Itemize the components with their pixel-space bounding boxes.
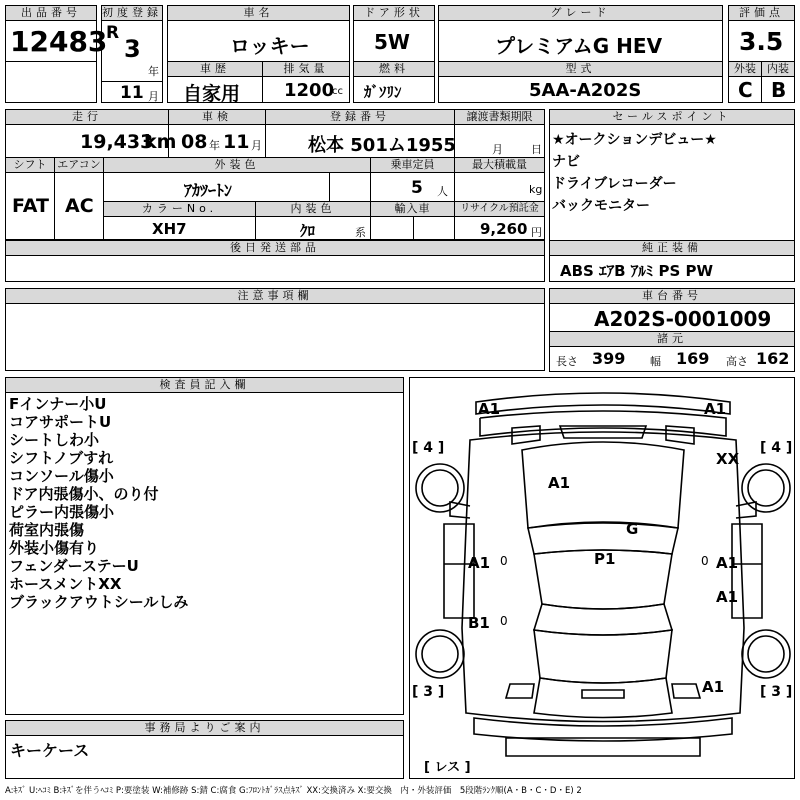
lot-number: 12483 bbox=[10, 25, 108, 58]
inspector-note: ピラー内張傷小 bbox=[9, 503, 115, 521]
front-left-tire: [ 4 ] bbox=[412, 440, 445, 456]
ext-color: ｱｶﾂｰﾄﾝ bbox=[184, 181, 233, 200]
length: 399 bbox=[592, 349, 626, 368]
door-cell bbox=[353, 20, 435, 62]
history: 自家用 bbox=[183, 83, 241, 105]
chassis-label: 車台番号 bbox=[549, 288, 795, 304]
displacement-label: 排気量 bbox=[262, 61, 350, 77]
width-label: 幅 bbox=[650, 355, 661, 368]
recycle: 9,260 bbox=[480, 220, 528, 238]
inspector-note: シートしわ小 bbox=[9, 431, 100, 449]
office-note: キーケース bbox=[10, 741, 90, 760]
grade: プレミアムG HEV bbox=[495, 34, 663, 58]
width: 169 bbox=[676, 349, 710, 368]
equipment-label: 純正装備 bbox=[549, 240, 795, 256]
capacity-unit: 人 bbox=[437, 185, 448, 198]
interior-cell bbox=[761, 76, 795, 103]
shift-label: シフト bbox=[5, 157, 55, 173]
left-rear-door-mark: 0 bbox=[500, 614, 508, 628]
car-outline bbox=[410, 378, 796, 780]
sales-point-item: ★オークションデビュー★ bbox=[552, 132, 717, 148]
car-name: ロッキー bbox=[230, 34, 310, 58]
shift: FAT bbox=[12, 195, 49, 217]
score-label: 評価点 bbox=[728, 5, 795, 21]
recycle-label: リサイクル預託金 bbox=[454, 201, 545, 217]
inspector-note: Fインナー小U bbox=[9, 395, 107, 413]
front-left-damage: A1 bbox=[478, 400, 501, 418]
color-no-cell bbox=[103, 216, 256, 240]
max-load-cell bbox=[454, 172, 545, 202]
inspector-notes bbox=[9, 395, 188, 611]
inspector-note: ブラックアウトシールしみ bbox=[9, 593, 189, 611]
cautions-box bbox=[5, 303, 545, 371]
inspection-cell bbox=[168, 124, 266, 158]
door-type: 5W bbox=[374, 30, 410, 54]
ac: AC bbox=[65, 195, 94, 217]
inspector-note: フェンダーステーU bbox=[9, 557, 139, 575]
inspector-note: 外装小傷有り bbox=[9, 539, 100, 557]
later-parts-label: 後日発送部品 bbox=[5, 240, 545, 256]
dimensions-cell bbox=[549, 346, 795, 372]
color-no-label: カラーNo. bbox=[103, 201, 256, 217]
history-cell bbox=[167, 76, 263, 103]
capacity-label: 乗車定員 bbox=[370, 157, 455, 173]
transfer-cell bbox=[454, 124, 545, 158]
length-label: 長さ bbox=[556, 355, 578, 368]
hood-damage: A1 bbox=[548, 474, 571, 492]
inspection-month: 11 bbox=[223, 131, 250, 153]
sales-point-item: ナビ bbox=[552, 154, 580, 170]
inspector-label: 検査員記入欄 bbox=[5, 377, 404, 393]
car-name-label: 車名 bbox=[167, 5, 350, 21]
right-rear-door-damage: A1 bbox=[716, 588, 739, 606]
transfer-label: 譲渡書類期限 bbox=[454, 109, 545, 125]
cautions-label: 注意事項欄 bbox=[5, 288, 545, 304]
int-color-cell bbox=[255, 216, 371, 240]
office-label: 事務局よりご案内 bbox=[5, 720, 404, 736]
dimensions-label: 諸元 bbox=[549, 331, 795, 347]
model-label: 型式 bbox=[438, 61, 723, 77]
transfer-day: 日 bbox=[531, 143, 542, 156]
interior-label: 内装 bbox=[761, 61, 795, 77]
exterior-cell bbox=[728, 76, 762, 103]
year-unit: 年 bbox=[148, 65, 159, 78]
model-cell bbox=[438, 76, 723, 103]
inspection-month-unit: 月 bbox=[251, 139, 262, 152]
office-box bbox=[5, 735, 404, 779]
displacement-cell bbox=[262, 76, 350, 103]
equipment: ABS ｴｱB ｱﾙﾐ PS PW bbox=[560, 262, 714, 280]
plate-cell bbox=[265, 124, 455, 158]
recycle-unit: 円 bbox=[531, 226, 542, 239]
capacity: 5 bbox=[411, 178, 423, 198]
shift-cell bbox=[5, 172, 55, 240]
inspector-box bbox=[5, 392, 404, 715]
fuel: ｶﾞｿﾘﾝ bbox=[364, 83, 402, 101]
color-no: XH7 bbox=[152, 220, 187, 238]
plate-label: 登録番号 bbox=[265, 109, 455, 125]
height-label: 高さ bbox=[726, 355, 748, 368]
max-load-unit: kg bbox=[529, 183, 543, 196]
registration-month: 11 bbox=[120, 83, 144, 103]
front-right-fender-damage: XX bbox=[716, 450, 740, 468]
displacement-unit: cc bbox=[332, 86, 343, 97]
fuel-label: 燃料 bbox=[353, 61, 435, 77]
later-parts-cell bbox=[5, 255, 545, 282]
sales-point-item: ドライブレコーダー bbox=[552, 176, 677, 192]
inspector-note: 荷室内張傷 bbox=[9, 521, 85, 539]
import-label: 輸入車 bbox=[370, 201, 455, 217]
sales-points-box bbox=[549, 124, 795, 241]
right-front-door-mark: 0 bbox=[701, 554, 709, 568]
int-color-label: 内装色 bbox=[255, 201, 371, 217]
fuel-cell bbox=[353, 76, 435, 103]
grade-cell bbox=[438, 20, 723, 62]
ext-color-extra-cell bbox=[329, 172, 371, 202]
ac-label: エアコン bbox=[54, 157, 104, 173]
mileage-label: 走行 bbox=[5, 109, 169, 125]
interior-grade: B bbox=[771, 78, 787, 102]
first-registration-cell bbox=[101, 20, 163, 82]
model: 5AA-A202S bbox=[529, 80, 642, 101]
era: R bbox=[106, 23, 120, 43]
mileage-cell bbox=[5, 124, 177, 158]
month-unit: 月 bbox=[148, 90, 159, 103]
score-cell bbox=[728, 20, 795, 62]
equipment-cell bbox=[549, 255, 795, 282]
import-cell-a bbox=[370, 216, 414, 240]
mileage-unit: km bbox=[144, 131, 177, 153]
chassis-number: A202S-0001009 bbox=[594, 307, 772, 331]
transfer-month: 月 bbox=[492, 143, 503, 156]
lot-blank-cell bbox=[5, 61, 97, 103]
lot-number-label: 出品番号 bbox=[5, 5, 97, 21]
sales-points-list bbox=[552, 129, 717, 217]
ext-color-label: 外装色 bbox=[103, 157, 371, 173]
exterior-label: 外装 bbox=[728, 61, 762, 77]
history-label: 車歴 bbox=[167, 61, 263, 77]
rear-left-tire: [ 3 ] bbox=[412, 684, 445, 700]
ext-color-cell bbox=[103, 172, 330, 202]
door-label: ドア形状 bbox=[353, 5, 435, 21]
score: 3.5 bbox=[739, 27, 784, 56]
right-front-door-damage: A1 bbox=[716, 554, 739, 572]
inspector-note: ドア内張傷小、のり付 bbox=[9, 485, 159, 503]
inspector-note: ホースメントXX bbox=[9, 575, 122, 593]
inspection-year: 08 bbox=[181, 131, 208, 153]
height: 162 bbox=[756, 349, 790, 368]
left-rear-door-damage: B1 bbox=[468, 614, 490, 632]
registration-year: 3 bbox=[124, 35, 141, 63]
left-front-door-mark: 0 bbox=[500, 554, 508, 568]
capacity-cell bbox=[370, 172, 455, 202]
inspection-year-unit: 年 bbox=[209, 139, 220, 152]
import-cell-b bbox=[413, 216, 455, 240]
exterior-grade: C bbox=[738, 78, 753, 102]
ac-cell bbox=[54, 172, 104, 240]
roof-damage: P1 bbox=[594, 550, 616, 568]
inspection-label: 車検 bbox=[168, 109, 266, 125]
grade-label: グレード bbox=[438, 5, 723, 21]
mileage: 19,433 bbox=[80, 131, 154, 153]
front-right-damage: A1 bbox=[704, 400, 727, 418]
int-color-unit: 系 bbox=[355, 226, 366, 239]
sales-points-label: セールスポイント bbox=[549, 109, 795, 125]
chassis-cell bbox=[549, 303, 795, 332]
damage-diagram bbox=[409, 377, 795, 779]
inspector-note: シフトノブすれ bbox=[9, 449, 114, 467]
rear-right-damage: A1 bbox=[702, 678, 725, 696]
sales-point-item: バックモニター bbox=[552, 198, 650, 214]
legend: A:ｷｽﾞ U:ﾍｺﾐ B:ｷｽﾞを伴うﾍｺﾐ P:要塗装 W:補修跡 S:錆 C:腐食 G:ﾌﾛﾝﾄｶﾞﾗｽ点ｷｽﾞ XX:交換済み X:要交換 内・外装評価 5段階ﾗﾝｸ順(A・B・C・D・E) 2 bbox=[5, 786, 582, 796]
recycle-cell bbox=[454, 216, 545, 240]
front-right-tire: [ 4 ] bbox=[760, 440, 793, 456]
inspector-note: コンソール傷小 bbox=[9, 467, 114, 485]
lot-number-cell bbox=[5, 20, 108, 62]
max-load-label: 最大積載量 bbox=[454, 157, 545, 173]
first-registration-label: 初度登録 bbox=[102, 6, 162, 19]
left-front-door-damage: A1 bbox=[468, 554, 491, 572]
int-color: ｸﾛ bbox=[300, 222, 316, 240]
inspector-note: コアサポートU bbox=[9, 413, 112, 431]
rear-right-tire: [ 3 ] bbox=[760, 684, 793, 700]
plate: 松本 501ム1955 bbox=[308, 135, 456, 156]
windshield-damage: G bbox=[626, 520, 639, 538]
reg-month-cell bbox=[101, 81, 163, 103]
spare-tire: [ レス ] bbox=[424, 760, 471, 775]
car-name-cell bbox=[167, 20, 350, 62]
displacement: 1200 bbox=[284, 80, 335, 101]
